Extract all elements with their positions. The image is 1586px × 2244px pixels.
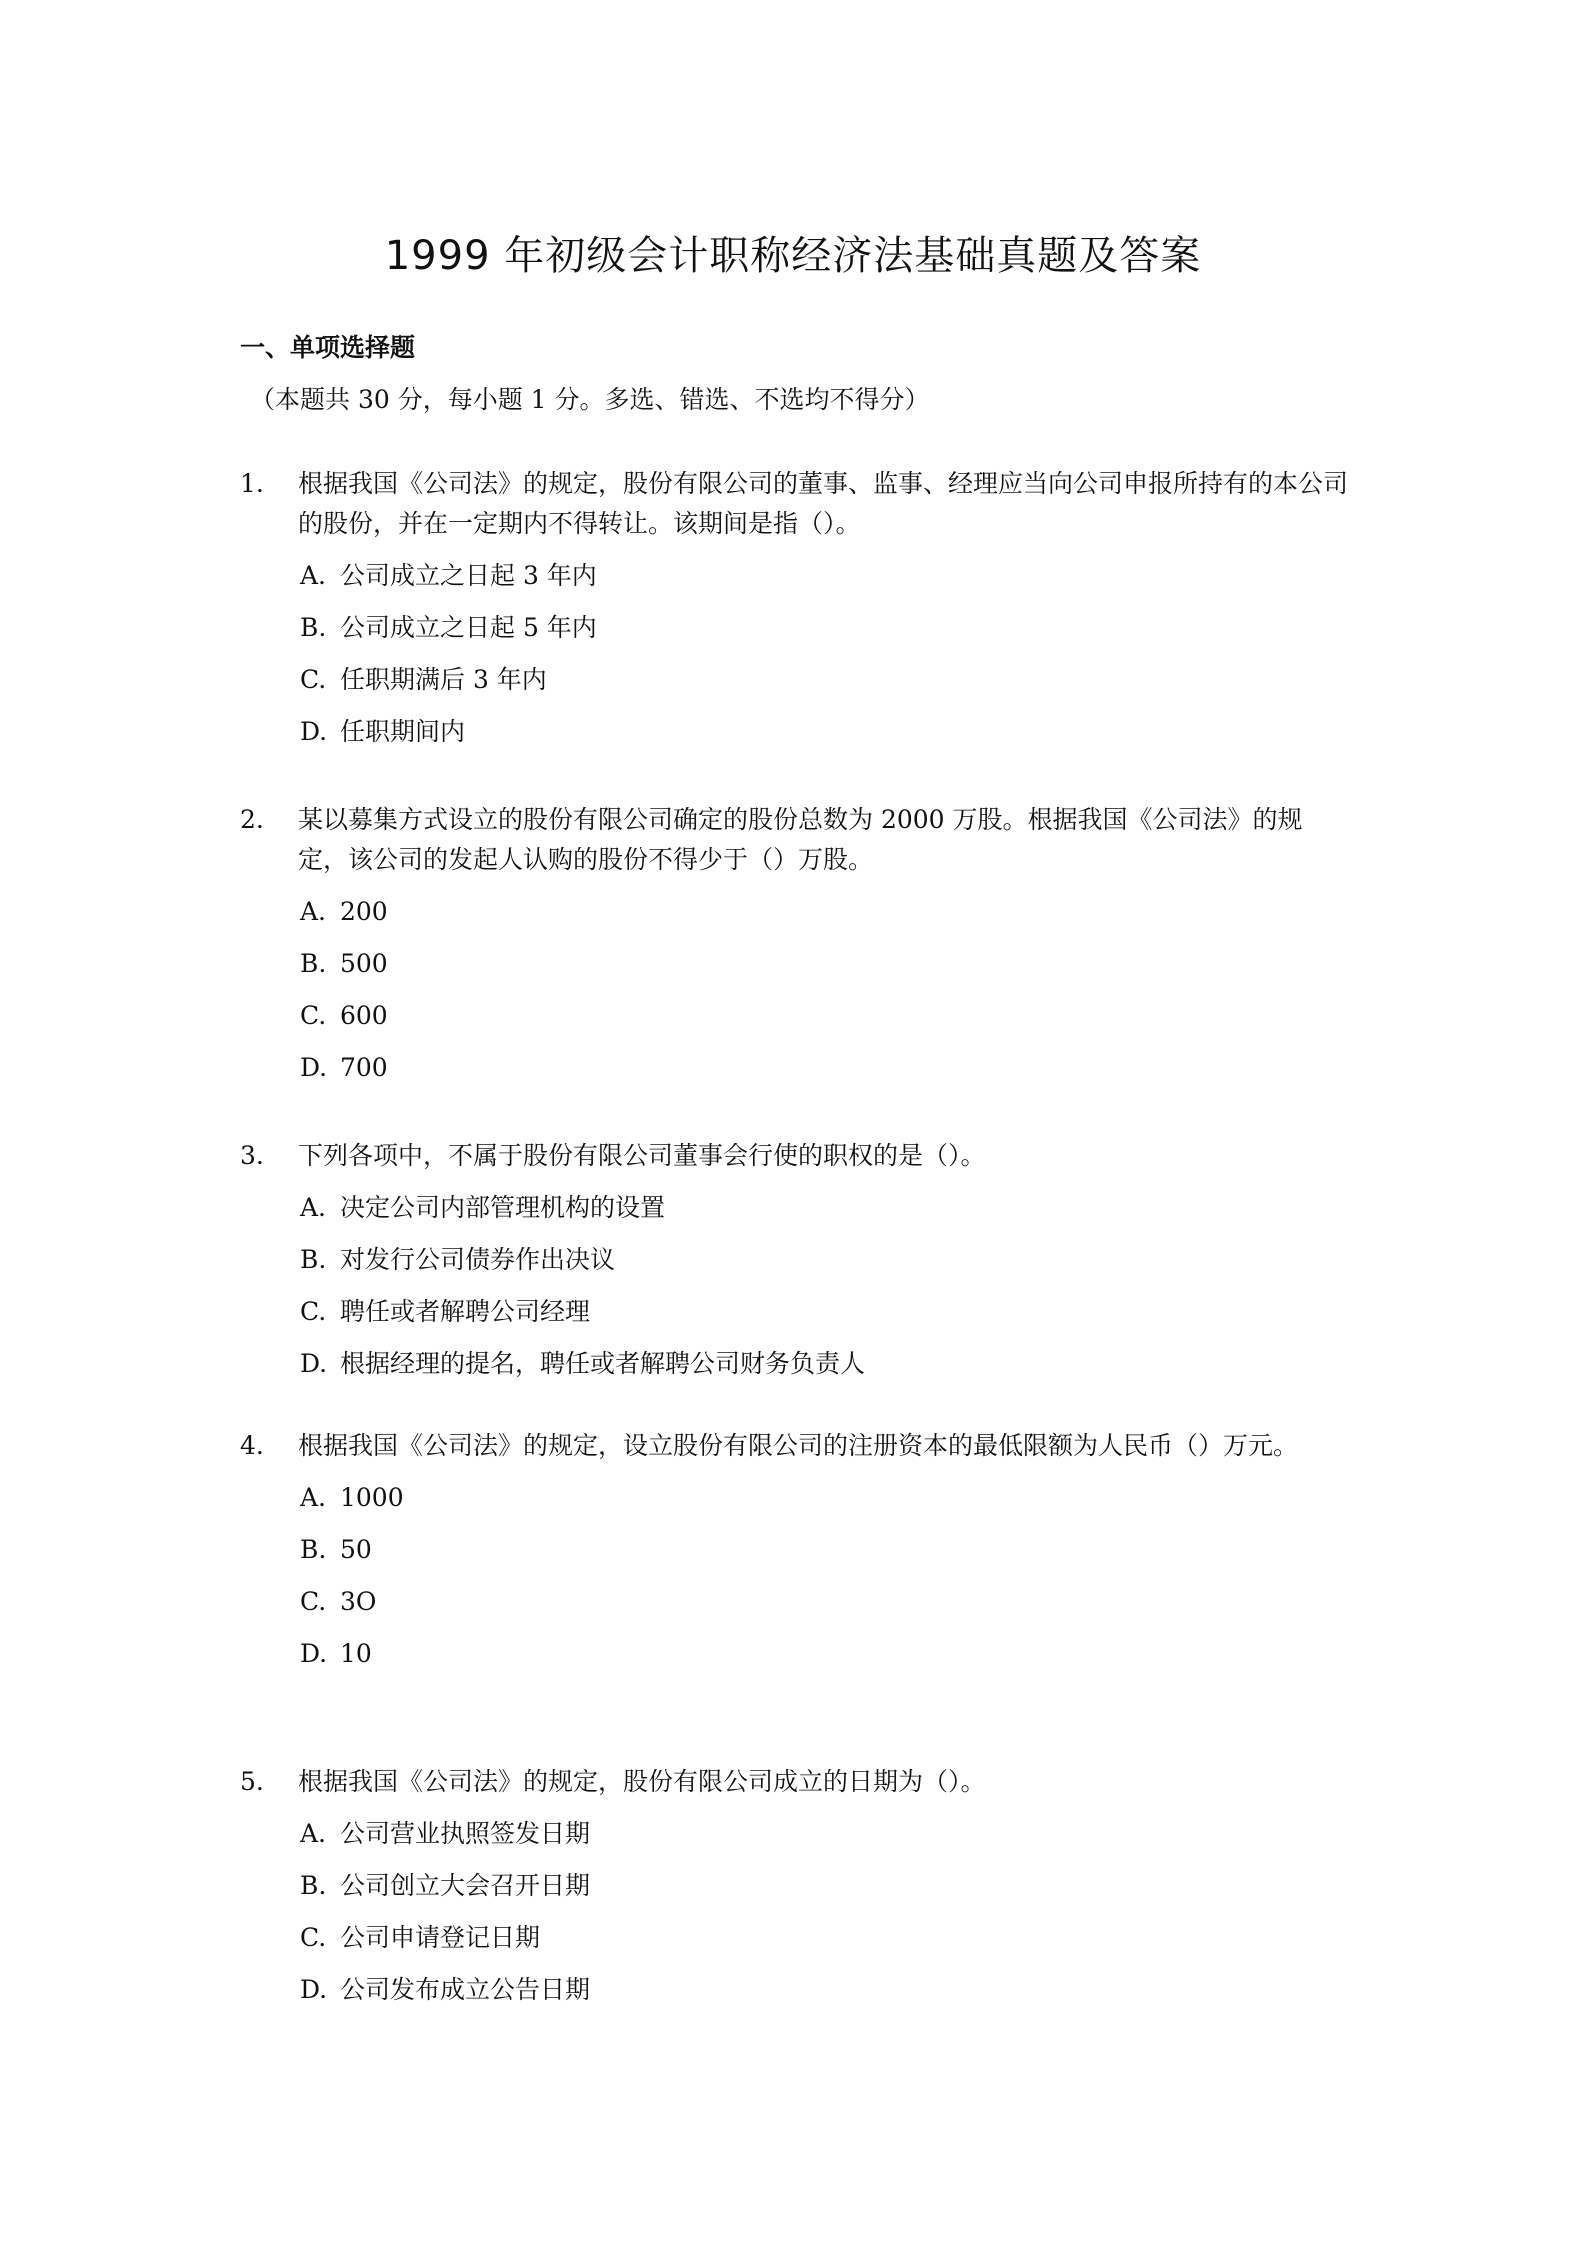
option-letter: A.	[300, 561, 327, 590]
question-2	[240, 800, 1350, 1100]
option-text: 决定公司内部管理机构的设置	[340, 1193, 666, 1222]
option-letter: B.	[300, 949, 327, 978]
option-d	[300, 1634, 1350, 1686]
question-stem	[240, 1762, 1350, 1802]
question-number: 3.	[240, 1141, 264, 1170]
option-text: 对发行公司债券作出决议	[340, 1245, 616, 1274]
option-text: 任职期间内	[340, 717, 466, 746]
question-number: 4.	[240, 1431, 264, 1460]
option-letter: A.	[300, 1483, 327, 1512]
option-letter: B.	[300, 1535, 327, 1564]
question-3	[240, 1136, 1350, 1396]
option-text: 根据经理的提名，聘任或者解聘公司财务负责人	[340, 1349, 866, 1378]
option-c	[300, 1292, 1350, 1344]
option-c	[300, 996, 1350, 1048]
option-a	[300, 1478, 1350, 1530]
question-text: 某以募集方式设立的股份有限公司确定的股份总数为 2000 万股。根据我国《公司法》的规定，该公司的发起人认购的股份不得少于（）万股。	[298, 805, 1303, 874]
option-list	[240, 1188, 1350, 1396]
option-list	[240, 1478, 1350, 1686]
question-text: 根据我国《公司法》的规定，设立股份有限公司的注册资本的最低限额为人民币（）万元。	[298, 1431, 1299, 1460]
question-number: 5.	[240, 1767, 264, 1796]
option-letter: D.	[300, 1975, 328, 2004]
option-text: 公司创立大会召开日期	[340, 1871, 591, 1900]
option-letter: A.	[300, 1819, 327, 1848]
option-text: 1000	[340, 1483, 404, 1512]
option-a	[300, 556, 1350, 608]
option-text: 50	[340, 1535, 372, 1564]
option-text: 公司发布成立公告日期	[340, 1975, 591, 2004]
option-text: 200	[340, 897, 388, 926]
option-text: 500	[340, 949, 388, 978]
option-b	[300, 1240, 1350, 1292]
question-4	[240, 1426, 1350, 1686]
question-text: 下列各项中，不属于股份有限公司董事会行使的职权的是（）。	[298, 1141, 986, 1170]
document-title: 1999 年初级会计职称经济法基础真题及答案	[384, 233, 1202, 279]
option-letter: A.	[300, 897, 327, 926]
option-d	[300, 1344, 1350, 1396]
option-c	[300, 1918, 1350, 1970]
option-c	[300, 1582, 1350, 1634]
option-b	[300, 608, 1350, 660]
question-number: 2.	[240, 805, 264, 834]
section-note: （本题共 30 分，每小题 1 分。多选、错选、不选均不得分）	[250, 385, 930, 414]
option-a	[300, 892, 1350, 944]
option-letter: C.	[300, 665, 327, 694]
question-text: 根据我国《公司法》的规定，股份有限公司成立的日期为（）。	[298, 1767, 986, 1796]
option-letter: D.	[300, 1639, 328, 1668]
option-letter: C.	[300, 1297, 327, 1326]
question-stem	[240, 1136, 1350, 1176]
option-letter: B.	[300, 1245, 327, 1274]
option-text: 聘任或者解聘公司经理	[340, 1297, 591, 1326]
option-text: 公司申请登记日期	[340, 1923, 541, 1952]
option-list	[240, 892, 1350, 1100]
option-letter: D.	[300, 717, 328, 746]
option-letter: C.	[300, 1001, 327, 1030]
option-d	[300, 1970, 1350, 2022]
question-stem	[240, 800, 1350, 880]
option-list	[240, 1814, 1350, 2022]
option-letter: B.	[300, 613, 327, 642]
option-letter: D.	[300, 1053, 328, 1082]
option-c	[300, 660, 1350, 712]
question-5	[240, 1762, 1350, 2022]
option-text: 公司成立之日起 3 年内	[340, 561, 597, 590]
option-text: 600	[340, 1001, 388, 1030]
option-a	[300, 1188, 1350, 1240]
question-1	[240, 464, 1350, 764]
section-heading: 一、单项选择题	[240, 333, 416, 362]
question-stem	[240, 464, 1350, 544]
option-list	[240, 556, 1350, 764]
question-text: 根据我国《公司法》的规定，股份有限公司的董事、监事、经理应当向公司申报所持有的本公司的股份，并在一定期内不得转让。该期间是指（）。	[298, 469, 1349, 538]
option-letter: D.	[300, 1349, 328, 1378]
option-b	[300, 1866, 1350, 1918]
option-a	[300, 1814, 1350, 1866]
option-letter: A.	[300, 1193, 327, 1222]
option-b	[300, 944, 1350, 996]
option-text: 任职期满后 3 年内	[340, 665, 547, 694]
option-letter: B.	[300, 1871, 327, 1900]
question-stem	[240, 1426, 1350, 1466]
option-text: 公司营业执照签发日期	[340, 1819, 591, 1848]
option-letter: C.	[300, 1923, 327, 1952]
option-d	[300, 1048, 1350, 1100]
option-letter: C.	[300, 1587, 327, 1616]
option-text: 700	[340, 1053, 388, 1082]
option-b	[300, 1530, 1350, 1582]
option-text: 10	[340, 1639, 372, 1668]
option-text: 公司成立之日起 5 年内	[340, 613, 597, 642]
option-d	[300, 712, 1350, 764]
option-text: 3O	[340, 1587, 377, 1616]
question-number: 1.	[240, 469, 264, 498]
